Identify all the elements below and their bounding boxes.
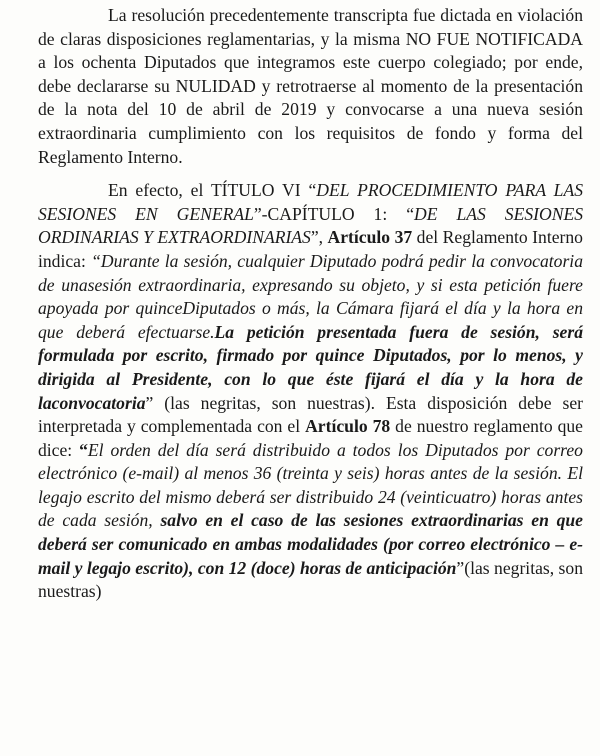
text-segment: salvo en el caso de las sesiones extraordinarias en que deberá ser comunicado en ambas modalidades (por correo electrónico – e-mail y legajo escrito), con 12 (doce) horas de anticipación xyxy=(38,510,583,578)
text-segment: DE LAS SESIONES ORDINARIAS Y EXTRAORDINARIAS xyxy=(38,203,583,248)
text-segment: “ xyxy=(79,439,88,460)
text-segment: ”-CAPÍTULO 1: “ xyxy=(253,203,415,224)
text-segment: La resolución precedentemente transcripta fue dictada en violación de claras disposiciones reglamentarias, y la misma NO FUE NOTIFICADA a los ochenta Diputados que integramos este cuerpo colegiado; por ende, debe declararse su NULIDAD y retrotraerse al momento de la presentación de la nota del 10 de abril de 2019 y convocarse a una nueva sesión extraordinaria cumplimiento con los requisitos de fondo y forma del Reglamento Interno. xyxy=(38,5,583,167)
text-segment: DEL PROCEDIMIENTO PARA LAS SESIONES EN GENERAL xyxy=(38,180,583,224)
paragraph-nullity-claim xyxy=(38,4,583,169)
text-segment: Artículo 78 xyxy=(305,416,391,437)
text-segment: Artículo 37 xyxy=(327,227,413,248)
text-segment: ” (las negritas, son nuestras). Esta disposición debe ser interpretada y complementada con el xyxy=(38,392,583,437)
text-segment: del Reglamento Interno indica: xyxy=(38,227,583,271)
text-segment: “Durante la sesión, cualquier Diputado podrá pedir la convocatoria de unasesión extraordinaria, expresando su objeto, y si esta petición fuere apoyada por quinceDiputados o más, la Cámara fijará el día y la hora en que deberá efectuarse. xyxy=(38,250,583,342)
text-segment: ”(las negritas, son nuestras) xyxy=(38,557,583,602)
text-segment: El orden del día será distribuido a todos los Diputados por correo electrónico (e-mail) al menos 36 (treinta y seis) horas antes de la sesión. El legajo escrito del mismo deberá ser distribuido 24 (veinticuatro) horas antes de cada sesión, xyxy=(38,439,583,531)
text-segment: En efecto, el TÍTULO VI “ xyxy=(108,180,317,201)
text-segment: La petición presentada fuera de sesión, será formulada por escrito, firmado por quince Diputados, por lo menos, y dirigida al Presidente, con lo que éste fijará el día y la hora de laconvocatoria xyxy=(38,321,583,413)
paragraph-regulation-articles xyxy=(38,179,583,604)
text-segment: ”, xyxy=(310,227,328,248)
text-segment: de nuestro reglamento que dice: xyxy=(38,416,583,460)
